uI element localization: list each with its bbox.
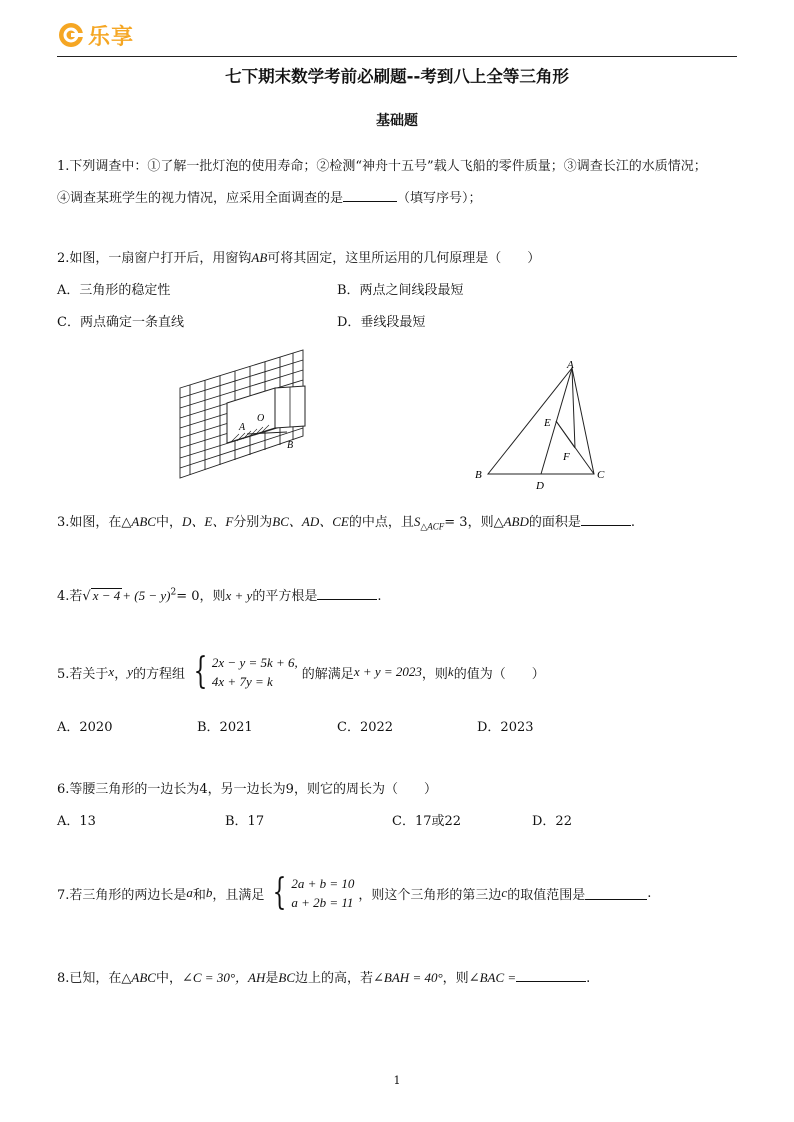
q3-stem	[57, 511, 635, 533]
q6-stem: 6.等腰三角形的一边长为4，另一边长为9，则它的周长为（ ）	[57, 782, 437, 797]
q5-d: ，则	[421, 666, 448, 682]
q2-option-a[interactable]: A．三角形的稳定性	[57, 283, 171, 298]
q3-s: S	[413, 514, 421, 529]
q3-segs: BC、AD、CE	[272, 514, 349, 529]
q5-y: y	[127, 664, 133, 679]
q5-stem	[57, 653, 545, 691]
section-title: 基础题	[376, 113, 418, 129]
fig2-label-o: O	[257, 413, 265, 424]
q8-bc: BC	[278, 970, 296, 985]
q2-option-b[interactable]: B．两点之间线段最短	[337, 283, 464, 298]
fig3-label-A: A	[567, 359, 574, 371]
q3-d: 的中点，且	[348, 515, 414, 530]
q5-eq2: 4x + 7y = k	[211, 674, 273, 689]
q7-vc: c	[501, 885, 508, 900]
q3-answer-blank[interactable]	[581, 513, 631, 526]
q3-end: .	[630, 515, 636, 530]
q8-answer-blank[interactable]	[516, 969, 586, 982]
q8-d: 边上的高，若	[295, 971, 374, 986]
q2-stem	[57, 247, 540, 266]
fig3-label-B: B	[475, 469, 482, 481]
q7-d: 的取值范围是	[507, 887, 586, 903]
q4-answer-blank[interactable]	[317, 587, 377, 600]
q8-angC: ∠C = 30°，	[181, 970, 249, 985]
q5-x: x	[108, 664, 115, 679]
brace-icon: {	[193, 651, 208, 692]
q5-eq1: 2x − y = 5k + 6,	[211, 655, 298, 670]
fig3-label-E: E	[544, 417, 551, 429]
q8-a: 8.已知，在△	[57, 971, 132, 986]
q5-cond: x + y = 2023	[353, 664, 422, 679]
triangle-figure	[468, 358, 618, 492]
fig3-label-C: C	[597, 469, 605, 481]
fig3-label-F: F	[563, 451, 570, 463]
q6-option-c[interactable]: C．17或22	[392, 814, 462, 829]
q6-option-a[interactable]: A．13	[57, 814, 96, 829]
q3-b: 中，	[155, 515, 182, 530]
q1-line1: 1.下列调查中：①了解一批灯泡的使用寿命；②检测“神舟十五号”载人飞船的零件质量；③调查长江的水质情况；	[57, 159, 707, 174]
q4-eq: = 0，则	[176, 589, 226, 604]
q2-stem-b: 可将其固定，这里所运用的几何原理是（ ）	[267, 251, 541, 266]
q1-text-end: （填写序号）；	[397, 191, 482, 206]
q7-end: .	[647, 885, 652, 901]
q3-sub: △ACF	[420, 521, 445, 532]
q4-a: 4.若	[57, 589, 83, 604]
q4-plus: + (5 − y)	[122, 588, 171, 603]
q3-vars: D、E、F	[181, 514, 234, 529]
q7-stem	[57, 874, 651, 912]
q3-eq: = 3	[444, 515, 468, 530]
q7-vb: b	[205, 885, 213, 900]
fig2-label-b: B	[287, 440, 294, 451]
q5-c: 的解满足	[301, 666, 354, 682]
header-rule	[57, 56, 737, 57]
q7-system	[268, 874, 354, 912]
q7-eq1: 2a + b = 10	[291, 876, 355, 891]
window-figure	[175, 348, 315, 486]
sqrt-icon: √	[82, 589, 91, 604]
q8-ah: AH	[248, 970, 266, 985]
q7-a: 7.若三角形的两边长是	[57, 887, 187, 903]
q3-c: 分别为	[233, 515, 273, 530]
q6-option-d[interactable]: D．22	[532, 814, 572, 829]
q5-comma: ，	[114, 666, 128, 682]
q5-k: k	[447, 664, 454, 679]
logo-icon	[58, 22, 84, 48]
q1-line2	[57, 187, 482, 206]
q5-e: 的值为（ ）	[453, 666, 545, 682]
q7-eq2: a + 2b = 11	[291, 895, 354, 910]
brace-icon: {	[273, 872, 287, 913]
q4-end: .	[377, 589, 382, 604]
q5-option-b[interactable]: B．2021	[197, 720, 253, 735]
q8-angBAH: ∠BAH = 40°	[373, 970, 443, 985]
q7-and: 和	[192, 887, 206, 903]
q3-abc: ABC	[131, 514, 156, 529]
q8-abc: ABC	[131, 970, 156, 985]
q4-stem	[57, 585, 381, 604]
q5-b: 的方程组	[132, 666, 185, 682]
q4-b: 的平方根是	[252, 589, 318, 604]
q4-sqrt-inner: x − 4	[92, 588, 121, 603]
q5-option-c[interactable]: C．2022	[337, 720, 394, 735]
logo-text: 乐享	[88, 24, 135, 50]
q3-a: 3.如图，在△	[57, 515, 132, 530]
q3-abd: ABD	[503, 514, 529, 529]
q1-answer-blank[interactable]	[343, 189, 397, 202]
q2-option-c[interactable]: C．两点确定一条直线	[57, 315, 184, 330]
q5-system	[189, 653, 298, 691]
q2-stem-a: 2.如图，一扇窗户打开后，用窗钩	[57, 251, 252, 266]
page-title: 七下期末数学考前必刷题--考到八上全等三角形	[225, 67, 569, 86]
header-logo	[58, 20, 134, 50]
q3-f: 的面积是	[528, 515, 581, 530]
q7-answer-blank[interactable]	[585, 887, 647, 900]
q7-b: ，且满足	[212, 887, 265, 903]
q8-angBAC: ∠BAC =	[468, 970, 517, 985]
q7-va: a	[186, 885, 193, 900]
q4-xy: x + y	[225, 588, 253, 603]
fig3-label-D: D	[536, 480, 544, 492]
q3-e: ，则△	[467, 515, 504, 530]
q4-sup: 2	[170, 587, 177, 598]
q5-option-a[interactable]: A．2020	[57, 720, 113, 735]
q1-text: ④调查某班学生的视力情况，应采用全面调查的是	[57, 191, 344, 206]
q8-stem	[57, 967, 590, 986]
q8-c: 是	[265, 971, 279, 986]
q5-a: 5.若关于	[57, 666, 109, 682]
q8-end: .	[586, 971, 591, 986]
fig2-label-a: A	[239, 422, 246, 433]
q5-option-d[interactable]: D．2023	[477, 720, 534, 735]
q2-option-d[interactable]: D．垂线段最短	[337, 315, 426, 330]
q6-option-b[interactable]: B．17	[225, 814, 265, 829]
q2-var-ab: AB	[251, 250, 268, 265]
q8-b: 中，	[155, 971, 182, 986]
page-number: 1	[393, 1074, 401, 1087]
q8-e: ，则	[442, 971, 469, 986]
q7-c: ，则这个三角形的第三边	[358, 887, 502, 903]
